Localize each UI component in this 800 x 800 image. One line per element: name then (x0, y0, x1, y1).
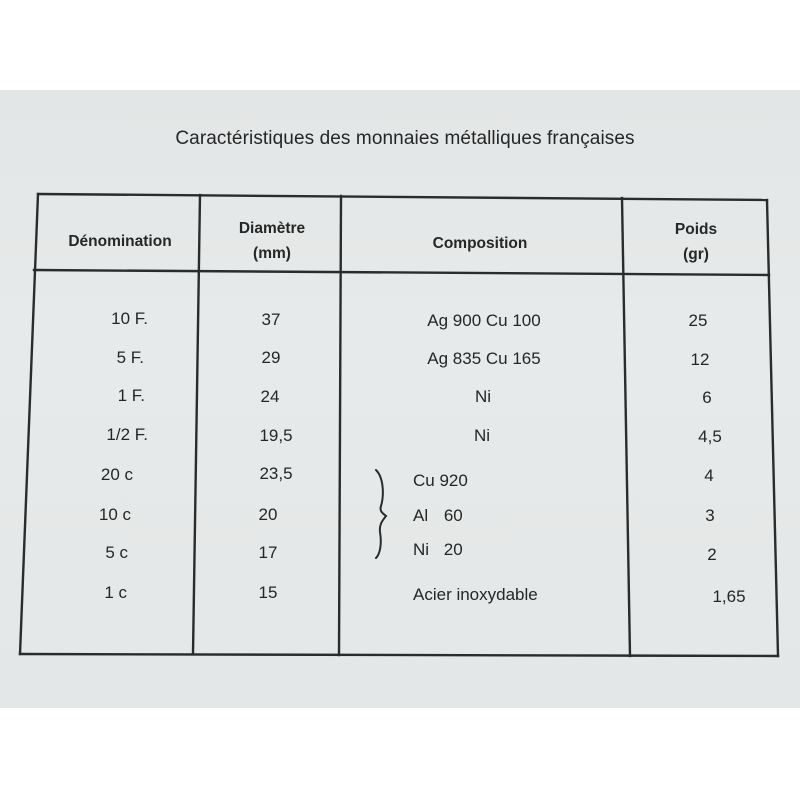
header-denomination: Dénomination (68, 233, 172, 250)
cell-diametre: 29 (261, 348, 281, 367)
cell-diametre: 37 (261, 310, 281, 329)
header-poids-label: Poids (674, 221, 718, 238)
column-separator-3 (622, 198, 630, 656)
cell-composition: Ni (474, 387, 492, 406)
column-separator-2 (339, 196, 341, 655)
header-composition: Composition (432, 235, 528, 252)
cell-poids: 12 (690, 350, 710, 369)
cell-diametre: 20 (258, 505, 278, 524)
cell-denomination: 20 c (100, 465, 133, 484)
cell-composition: Cu 920 (413, 471, 468, 490)
cell-poids: 4,5 (698, 427, 722, 446)
table-top-border (38, 194, 767, 200)
cell-diametre: 23,5 (259, 464, 293, 483)
document-page (0, 90, 800, 708)
cell-composition: Ag 835 Cu 165 (427, 349, 541, 368)
cell-poids: 1,65 (712, 587, 746, 606)
cell-diametre: 19,5 (259, 426, 293, 445)
cell-denomination: 5 F. (116, 348, 144, 367)
curly-brace-icon (372, 468, 390, 560)
table-bottom-border (20, 654, 778, 656)
cell-diametre: 24 (260, 387, 280, 406)
cell-denomination: 1/2 F. (106, 425, 148, 444)
table-title: Caractéristiques des monnaies métalliques françaises (175, 128, 635, 149)
header-poids (656, 217, 736, 267)
header-separator (34, 270, 769, 275)
cell-poids: 25 (688, 311, 708, 330)
cell-composition: Acier inoxydable (413, 585, 538, 604)
header-poids-unit: (gr) (683, 246, 709, 263)
cell-poids: 6 (702, 388, 712, 407)
header-diametre-label: Diamètre (238, 220, 306, 237)
cell-composition: Ni (473, 426, 491, 445)
header-diametre-unit: (mm) (253, 245, 291, 262)
cell-poids: 2 (707, 545, 717, 564)
cell-diametre: 17 (258, 543, 278, 562)
header-diametre (212, 216, 332, 266)
cell-denomination: 1 c (104, 583, 127, 602)
cell-denomination: 10 F. (111, 309, 148, 328)
cell-poids: 4 (704, 466, 714, 485)
cell-diametre: 15 (258, 583, 278, 602)
cell-denomination: 10 c (98, 505, 131, 524)
cell-denomination: 5 c (105, 543, 128, 562)
cell-composition: Al 60 (413, 506, 463, 525)
cell-composition: Ag 900 Cu 100 (427, 311, 541, 330)
column-separator-1 (193, 195, 200, 654)
cell-composition: Ni 20 (413, 540, 463, 559)
cell-denomination: 1 F. (117, 386, 145, 405)
cell-poids: 3 (705, 506, 715, 525)
